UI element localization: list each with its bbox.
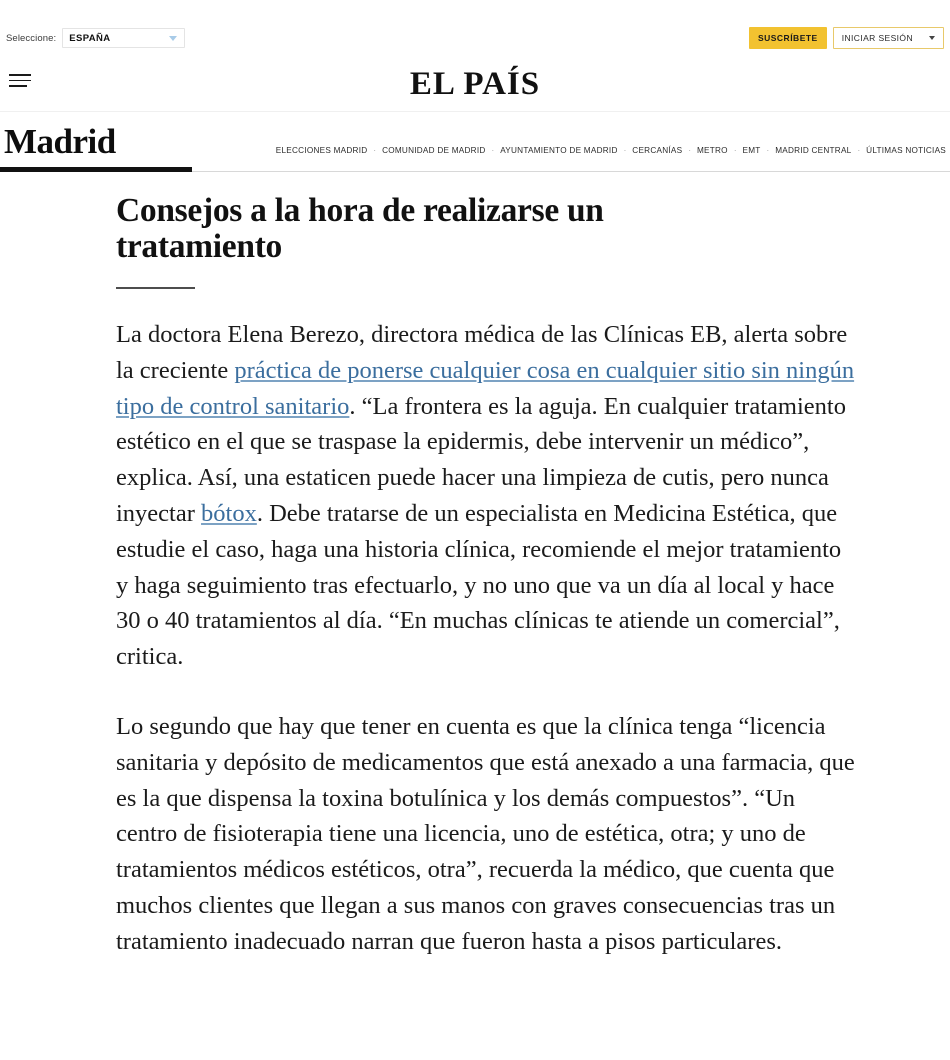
section-nav-item-7[interactable]: MADRID CENTRAL <box>775 146 852 155</box>
section-nav-item-2[interactable]: COMUNIDAD DE MADRID <box>382 146 486 155</box>
masthead <box>0 56 950 112</box>
country-selector-group <box>6 28 185 48</box>
article-body <box>116 317 858 960</box>
country-select-label: Seleccione: <box>6 32 57 44</box>
page-title: Consejos a la hora de realizarse un tratamiento <box>116 192 604 265</box>
nav-separator: · <box>857 146 861 155</box>
site-logo[interactable]: EL PAÍS <box>409 66 541 102</box>
chevron-down-icon <box>929 36 935 40</box>
article-paragraph-2: Lo segundo que hay que tener en cuenta es que la clínica tenga “licencia sanitaria y depósito de medicamentos que está anexado a una farmacia, que es la que dispensa la toxina botulínica y los demás compuestos”. “Un centro de fisioterapia tiene una licencia, uno de estética, otra; y uno de tratamientos médicos estéticos, otra”, recuerda la médico, que cuenta que muchos clientes que llegan a sus manos con graves consecuencias tras un tratamiento inadecuado narran que fueron hasta a pisos particulares. <box>116 712 855 955</box>
article-link[interactable]: bótox <box>201 499 257 527</box>
top-utility-bar <box>0 0 950 56</box>
section-nav-item-1[interactable]: ELECCIONES MADRID <box>275 146 368 155</box>
article-link[interactable]: práctica de ponerse cualquier cosa en cualquier sitio sin ningún tipo de control sanitario <box>116 356 855 420</box>
country-select[interactable] <box>62 28 185 48</box>
nav-separator: · <box>733 146 737 155</box>
section-nav-item-3[interactable]: AYUNTAMIENTO DE MADRID <box>500 146 618 155</box>
section-divider-thick <box>0 167 192 172</box>
chevron-down-icon <box>169 36 177 41</box>
country-select-value: ESPAÑA <box>69 32 111 44</box>
section-nav-item-5[interactable]: METRO <box>696 146 728 155</box>
section-title[interactable]: Madrid <box>4 122 116 161</box>
section-nav <box>276 146 946 155</box>
section-nav-item-8[interactable]: ÚLTIMAS NOTICIAS <box>866 146 946 155</box>
section-nav-item-6[interactable]: EMT <box>742 146 761 155</box>
subscribe-button[interactable]: SUSCRÍBETE <box>749 27 827 49</box>
article-paragraph-1: La doctora Elena Berezo, directora médica de las Clínicas EB, alerta sobre la creciente práctica de ponerse cualquier cosa en cualquier sitio sin ningún tipo de control sanitario. “La frontera es la aguja. En cualquier tratamiento estético en el que se traspase la epidermis, debe intervenir un médico”, explica. Así, una estaticen puede hacer una limpieza de cutis, pero nunca inyectar bótox. Debe tratarse de un especialista en Medicina Estética, que estudie el caso, haga una historia clínica, recomiende el mejor tratamiento y haga seguimiento tras efectuarlo, y no uno que va un día al local y hace 30 o 40 tratamientos al día. “En muchas clínicas te atiende un comercial”, critica. <box>116 321 855 671</box>
article <box>0 193 950 960</box>
nav-separator: · <box>623 146 627 155</box>
login-button-label: INICIAR SESIÓN <box>841 33 913 43</box>
nav-separator: · <box>688 146 691 155</box>
auth-button-group <box>749 27 944 49</box>
login-button[interactable] <box>833 27 944 49</box>
nav-separator: · <box>373 146 377 155</box>
nav-separator: · <box>491 146 495 155</box>
headline-divider <box>116 287 195 289</box>
section-nav-item-4[interactable]: CERCANÍAS <box>632 146 683 155</box>
nav-separator: · <box>766 146 770 155</box>
section-bar <box>0 112 950 179</box>
